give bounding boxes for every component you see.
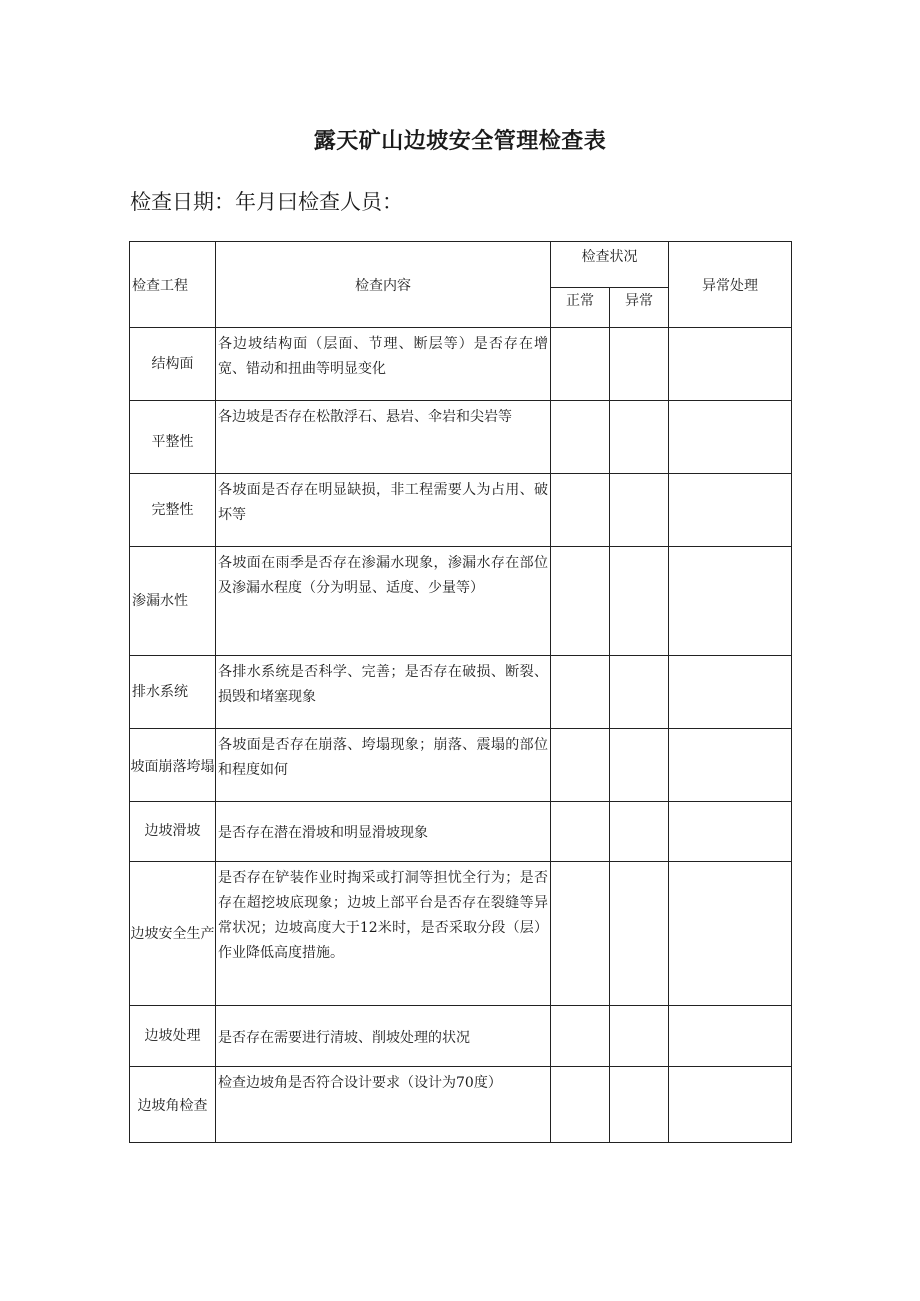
abnormal-check-cell[interactable] bbox=[610, 547, 669, 656]
normal-check-cell[interactable] bbox=[551, 729, 610, 802]
table-row bbox=[130, 656, 792, 729]
table-row bbox=[130, 729, 792, 802]
header-status: 检查状况 bbox=[551, 242, 669, 288]
table-row bbox=[130, 802, 792, 862]
normal-check-cell[interactable] bbox=[551, 547, 610, 656]
row-item: 结构面 bbox=[130, 328, 216, 401]
abnormal-check-cell[interactable] bbox=[610, 729, 669, 802]
header-normal: 正常 bbox=[551, 288, 610, 328]
row-content: 各坡面在雨季是否存在渗漏水现象，渗漏水存在部位及渗漏水程度（分为明显、适度、少量等） bbox=[216, 547, 551, 656]
table-row bbox=[130, 547, 792, 656]
normal-check-cell[interactable] bbox=[551, 656, 610, 729]
handling-cell[interactable] bbox=[669, 729, 792, 802]
abnormal-check-cell[interactable] bbox=[610, 1067, 669, 1143]
table-row bbox=[130, 474, 792, 547]
normal-check-cell[interactable] bbox=[551, 474, 610, 547]
row-content: 检查边坡角是否符合设计要求（设计为70度） bbox=[216, 1067, 551, 1143]
handling-cell[interactable] bbox=[669, 1067, 792, 1143]
abnormal-check-cell[interactable] bbox=[610, 401, 669, 474]
handling-cell[interactable] bbox=[669, 656, 792, 729]
row-item: 完整性 bbox=[130, 474, 216, 547]
row-item: 排水系统 bbox=[130, 656, 216, 729]
row-content: 各边坡结构面（层面、节理、断层等）是否存在增宽、错动和扭曲等明显变化 bbox=[216, 328, 551, 401]
table-row bbox=[130, 401, 792, 474]
normal-check-cell[interactable] bbox=[551, 401, 610, 474]
header-content: 检查内容 bbox=[216, 242, 551, 328]
handling-cell[interactable] bbox=[669, 802, 792, 862]
row-item: 渗漏水性 bbox=[130, 547, 216, 656]
normal-check-cell[interactable] bbox=[551, 802, 610, 862]
abnormal-check-cell[interactable] bbox=[610, 474, 669, 547]
abnormal-check-cell[interactable] bbox=[610, 656, 669, 729]
row-item: 边坡安全生产 bbox=[130, 862, 216, 1006]
inspection-table bbox=[129, 241, 792, 1143]
page-title: 露天矿山边坡安全管理检查表 bbox=[313, 129, 607, 154]
row-item: 平整性 bbox=[130, 401, 216, 474]
row-content: 各坡面是否存在崩落、垮塌现象；崩落、震塌的部位和程度如何 bbox=[216, 729, 551, 802]
normal-check-cell[interactable] bbox=[551, 862, 610, 1006]
abnormal-check-cell[interactable] bbox=[610, 328, 669, 401]
table-row bbox=[130, 1067, 792, 1143]
row-content: 各坡面是否存在明显缺损，非工程需要人为占用、破坏等 bbox=[216, 474, 551, 547]
header-handling: 异常处理 bbox=[669, 242, 792, 328]
normal-check-cell[interactable] bbox=[551, 328, 610, 401]
table-row bbox=[130, 1006, 792, 1067]
row-content: 是否存在铲装作业时掏采或打洞等担忧全行为；是否存在超挖坡底现象；边坡上部平台是否存在裂缝等异常状况；边坡高度大于12米时，是否采取分段（层）作业降低高度措施。 bbox=[216, 862, 551, 1006]
table-row bbox=[130, 862, 792, 1006]
row-item: 边坡处理 bbox=[130, 1006, 216, 1067]
normal-check-cell[interactable] bbox=[551, 1006, 610, 1067]
handling-cell[interactable] bbox=[669, 474, 792, 547]
normal-check-cell[interactable] bbox=[551, 1067, 610, 1143]
row-item: 边坡角检查 bbox=[130, 1067, 216, 1143]
handling-cell[interactable] bbox=[669, 547, 792, 656]
table-row bbox=[130, 328, 792, 401]
abnormal-check-cell[interactable] bbox=[610, 802, 669, 862]
handling-cell[interactable] bbox=[669, 862, 792, 1006]
abnormal-check-cell[interactable] bbox=[610, 1006, 669, 1067]
row-content: 各边坡是否存在松散浮石、悬岩、伞岩和尖岩等 bbox=[216, 401, 551, 474]
handling-cell[interactable] bbox=[669, 1006, 792, 1067]
row-content: 是否存在潜在滑坡和明显滑坡现象 bbox=[216, 802, 551, 862]
handling-cell[interactable] bbox=[669, 401, 792, 474]
row-item: 边坡滑坡 bbox=[130, 802, 216, 862]
row-content: 是否存在需要进行清坡、削坡处理的状况 bbox=[216, 1006, 551, 1067]
row-content: 各排水系统是否科学、完善；是否存在破损、断裂、损毁和堵塞现象 bbox=[216, 656, 551, 729]
inspection-meta-line: 检查日期：年月曰检查人员： bbox=[130, 190, 403, 214]
row-item: 坡面崩落垮塌 bbox=[130, 729, 216, 802]
header-item: 检查工程 bbox=[130, 242, 216, 328]
handling-cell[interactable] bbox=[669, 328, 792, 401]
header-abnormal: 异常 bbox=[610, 288, 669, 328]
abnormal-check-cell[interactable] bbox=[610, 862, 669, 1006]
